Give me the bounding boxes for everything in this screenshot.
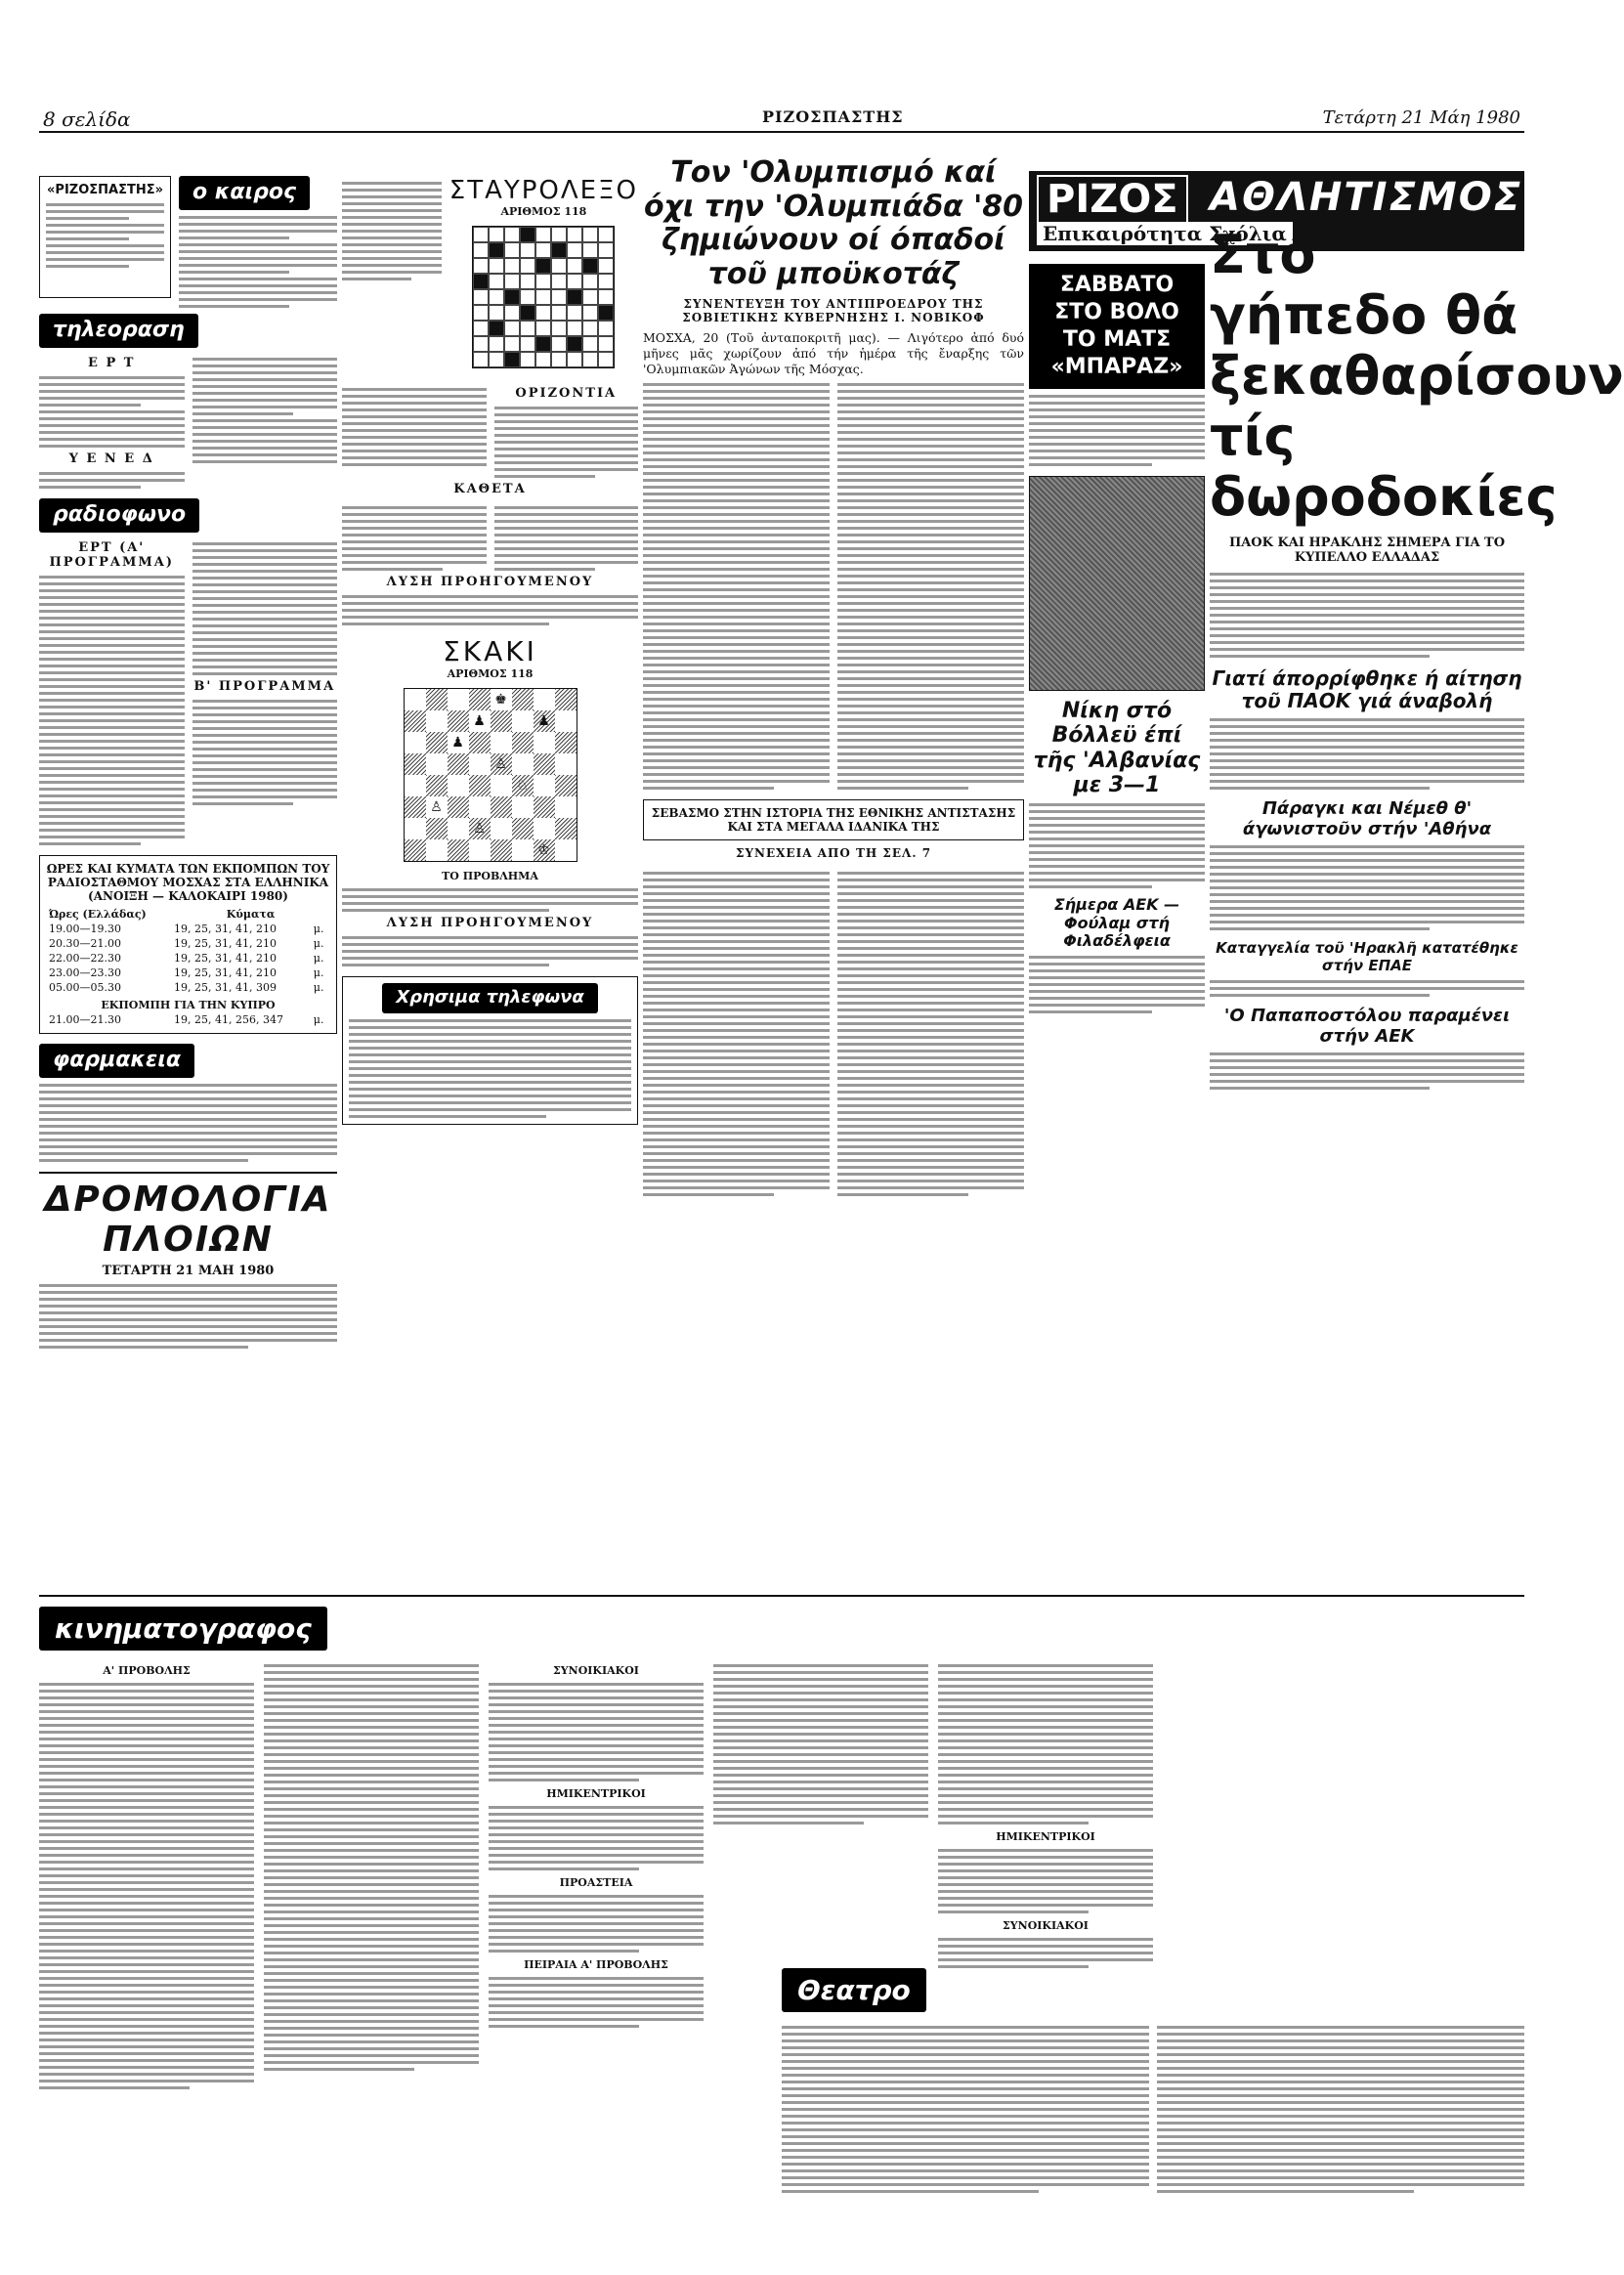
radio-heading: ραδιοφωνο [39, 498, 199, 533]
resistance-article-title: ΣΕΒΑΣΜΟ ΣΤΗΝ ΙΣΤΟΡΙΑ ΤΗΣ ΕΘΝΙΚΗΣ ΑΝΤΙΣΤΑΣΗΣ ΚΑΙ ΣΤΑ ΜΕΓΑΛΑ ΙΔΑΝΙΚΑ ΤΗΣ [643, 799, 1024, 840]
table-row: 19.00—19.30 19, 25, 31, 41, 210 μ. [49, 923, 324, 935]
chess-title: ΣΚΑΚΙ [443, 635, 537, 667]
table-row: 21.00—21.30 19, 25, 41, 256, 347 μ. [49, 1013, 324, 1026]
ship-routes [39, 1172, 337, 1349]
neighborhood-heading-2: ΣΥΝΟΙΚΙΑΚΟΙ [1003, 1919, 1089, 1932]
chess-problem-label: ΤΟ ΠΡΟΒΛΗΜΑ [442, 870, 538, 882]
masthead [39, 106, 1524, 133]
cinema-heading: κινηματογραφος [39, 1607, 327, 1651]
table-row: 05.00—05.30 19, 25, 31, 41, 309 μ. [49, 981, 324, 994]
bribery-subhead: ΠΑΟΚ ΚΑΙ ΗΡΑΚΛΗΣ ΣΗΜΕΡΑ ΓΙΑ ΤΟ ΚΥΠΕΛΛΟ ΕΛΛΑΔΑΣ [1228, 536, 1506, 565]
weather-heading: ο καιρος [179, 176, 310, 210]
paragi-headline: Πάραγκι και Νέμεθ θ' άγωνιστοῦν στήν 'Αθήνα [1242, 798, 1492, 839]
chess-solution-heading: ΛΥΣΗ ΠΡΟΗΓΟΥΜΕΝΟΥ [386, 916, 594, 930]
moscow-radio-table: Ώρες (Ελλάδας) Κύματα 19.00—19.30 19, 25, 31, 41, 210 μ. 20.30—21.00 19, 25, 31, 41, 210 μ. 22.00—22.30 19, 25, 31, 41, 210 μ. 23.00—23.30 19, 25, 31, 41, 210 μ. 05.00—05.30 19, 25, 31, 41, 309 μ. ΕΚΠΟΜΠΗ ΓΙΑ ΤΗΝ ΚΥΠΡΟ 21.00—21.30 19, 25, 41, 256, 347 μ. [46, 907, 330, 1027]
useful-phones-heading: Χρησιμα τηλεφωνα [382, 983, 598, 1013]
theater-listings [782, 1968, 1524, 2193]
volleyball-photo [1029, 476, 1205, 691]
crossword-title: ΣΤΑΥΡΟΛΕΞΟ [449, 176, 638, 205]
olympics-lead: ΜΟΣΧΑ, 20 (Τοῦ ἀνταποκριτῆ μας). — Λιγότερο ἀπό δυό μῆνες μᾶς χωρίζουν ἀπό τήν ἡμέρα τῆς ἔναρξης τῶν 'Ολυμπιακῶν Ἀγώνων τῆς Μόσχας. [643, 330, 1024, 376]
moscow-radio-box [39, 855, 337, 1034]
ert-a-heading: ΕΡΤ (Α' ΠΡΟΓΡΑΜΜΑ) [49, 540, 174, 570]
theater-heading: Θεατρο [782, 1968, 926, 2012]
moscow-radio-title: ΩΡΕΣ ΚΑΙ ΚΥΜΑΤΑ ΤΩΝ ΕΚΠΟΜΠΩΝ ΤΟΥ ΡΑΔΙΟΣΤΑΘΜΟΥ ΜΟΣΧΑΣ ΣΤΑ ΕΛΛΗΝΙΚΑ (ΑΝΟΙΞΗ — ΚΑΛΟΚΑΙΡΙ 1980) [46, 862, 330, 903]
ship-routes-heading: ΔΡΟΜΟΛΟΓΙΑ ΠΛΟΙΩΝ [44, 1180, 332, 1260]
sports-title: ΑΘΛΗΤΙΣΜΟΣ [1210, 175, 1523, 220]
continued-label: ΣΥΝΕΧΕΙΑ ΑΠΟ ΤΗ ΣΕΛ. 7 [735, 846, 932, 860]
prev-solution-heading: ΛΥΣΗ ΠΡΟΗΓΟΥΜΕΝΟΥ [386, 575, 594, 589]
olympics-subhead: ΣΥΝΕΝΤΕΥΞΗ ΤΟΥ ΑΝΤΙΠΡΟΕΔΡΟΥ ΤΗΣ ΣΟΒΙΕΤΙΚΗΣ ΚΥΒΕΡΝΗΣΗΣ Ι. ΝΟΒΙΚΟΦ [682, 297, 985, 324]
crossword-grid [472, 226, 615, 368]
cinema-theater-section [39, 1595, 1524, 2240]
chess-board: ♚ ♟ ♟ ♟ ♙ ♘ ♙ ♙ ♔ [404, 688, 577, 862]
rizos-logo: ΡΙΖΟΣ [1037, 175, 1188, 224]
table-row: 20.30—21.00 19, 25, 31, 41, 210 μ. [49, 937, 324, 950]
semi-central-heading: ΗΜΙΚΕΝΤΡΙΚΟΙ [546, 1787, 646, 1800]
crossword-number: ΑΡΙΘΜΟΣ 118 [500, 205, 587, 218]
tv-heading: τηλεοραση [39, 314, 198, 348]
olympics-article [643, 156, 1024, 1568]
aek-fulham-headline: Σήμερα ΑΕΚ — Φούλαμ στή Φιλαδέλφεια [1053, 895, 1180, 950]
useful-phones-box [342, 976, 638, 1125]
puzzles-column [342, 176, 638, 1583]
table-row: 23.00—23.30 19, 25, 31, 41, 210 μ. [49, 966, 324, 979]
cyprus-title: ΕΚΠΟΜΠΗ ΓΙΑ ΤΗΝ ΚΥΠΡΟ [101, 999, 276, 1011]
page-number: 8 σελίδα [43, 107, 131, 131]
rizospastis-box [39, 176, 171, 298]
suburbs-heading: ΠΡΟΑΣΤΕΙΑ [559, 1876, 633, 1889]
papapostolou-headline: 'Ο Παπαποστόλου παραμένει στήν ΑΕΚ [1223, 1005, 1511, 1047]
issue-date: Τετάρτη 21 Μάη 1980 [1322, 107, 1520, 128]
yened-heading: Υ Ε Ν Ε Δ [68, 451, 154, 466]
sports-right-column [1210, 215, 1624, 1583]
pharmacies-heading: φαρμακεια [39, 1044, 194, 1078]
volleyball-headline: Νίκη στό Βόλλεϋ έπί τῆς 'Αλβανίας με 3—1 [1033, 699, 1201, 797]
paper-name: ΡΙΖΟΣΠΑΣΤΗΣ [762, 107, 904, 126]
sports-left-column [1029, 176, 1205, 1583]
b-program-heading: Β' ΠΡΟΓΡΑΜΜΑ [193, 679, 336, 694]
down-heading: ΚΑΘΕΤΑ [453, 482, 527, 496]
ship-routes-date: ΤΕΤΑΡΤΗ 21 ΜΑΗ 1980 [102, 1264, 275, 1278]
first-run-heading: Α' ΠΡΟΒΟΛΗΣ [103, 1664, 191, 1677]
olympics-headline: Τον 'Ολυμπισμό καί όχι την 'Ολυμπιάδα '80 ζημιώνουν οί όπαδοί τοῦ μποϋκοτάζ [643, 155, 1024, 291]
paok-headline: Γιατί άπορρίφθηκε ή αίτηση τοῦ ΠΑΟΚ γιά άναβολή [1212, 666, 1522, 712]
piraeus-heading: ΠΕΙΡΑΙΑ Α' ΠΡΟΒΟΛΗΣ [524, 1958, 668, 1971]
neighborhood-heading: ΣΥΝΟΙΚΙΑΚΟΙ [553, 1664, 639, 1677]
left-column [39, 176, 337, 1583]
heraklis-complaint-headline: Καταγγελία τοῦ 'Ηρακλῆ κατατέθηκε στήν ΕΠΑΕ [1216, 939, 1518, 974]
ert-heading: Ε Ρ Τ [88, 356, 136, 370]
semi-central-heading-2: ΗΜΙΚΕΝΤΡΙΚΟΙ [996, 1830, 1095, 1843]
rizospastis-title: «ΡΙΖΟΣΠΑΣΤΗΣ» [47, 183, 163, 197]
across-heading: ΟΡΙΖΟΝΤΙΑ [515, 386, 618, 401]
saturday-match-box: ΣΑΒΒΑΤΟ ΣΤΟ ΒΟΛΟ ΤΟ ΜΑΤΣ «ΜΠΑΡΑΖ» [1029, 264, 1205, 389]
bribery-headline: Στό γήπεδο θά ξεκαθαρίσουν τίς δωροδοκίες [1210, 224, 1624, 528]
chess-number: ΑΡΙΘΜΟΣ 118 [447, 667, 534, 680]
table-row: 22.00—22.30 19, 25, 31, 41, 210 μ. [49, 952, 324, 965]
sports-subtitle: Επικαιρότητα Σχόλια [1037, 222, 1293, 245]
